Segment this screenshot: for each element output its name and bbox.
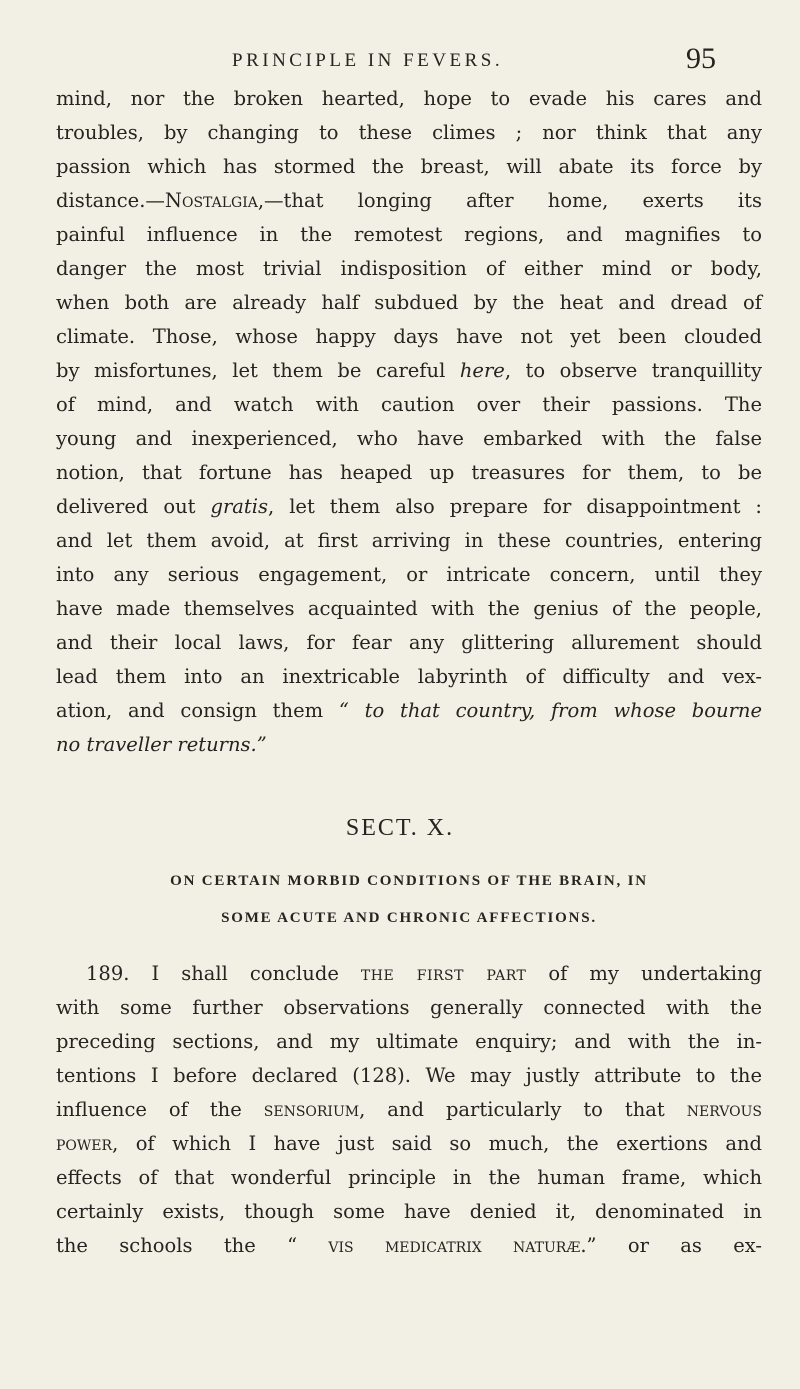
text: delivered out <box>56 495 211 518</box>
text-line <box>56 320 762 354</box>
text: , to observe tranquillity <box>504 359 762 382</box>
text: certainly exists, though some have denied it, denominated in <box>56 1200 762 1223</box>
text: mind, nor the broken hearted, hope to evade his cares and <box>56 87 762 110</box>
text: tentions I before declared (128). We may justly attribute to the <box>56 1064 762 1087</box>
text-line <box>56 388 762 422</box>
section-title: SECT. X. <box>345 815 455 841</box>
text: into any serious engagement, or intricate concern, until they <box>56 563 762 586</box>
text: , and particularly to that <box>359 1098 687 1121</box>
text: passion which has stormed the breast, will abate its force by <box>56 155 762 178</box>
text: or as ex- <box>596 1234 762 1257</box>
text-line <box>56 626 762 660</box>
text-line <box>56 991 762 1025</box>
text: danger the most trivial indisposition of either mind or body, <box>56 257 762 280</box>
text-line <box>56 558 762 592</box>
text: notion, that fortune has heaped up treasures for them, to be <box>56 461 762 484</box>
text: of my undertaking <box>526 962 762 985</box>
text: preceding sections, and my ultimate enquiry; and with the in- <box>56 1030 762 1053</box>
text-line <box>56 82 762 116</box>
text-line <box>56 218 762 252</box>
text: lead them into an inextricable labyrinth of difficulty and vex- <box>56 665 762 688</box>
emphasis: gratis <box>210 495 269 518</box>
quotation: “ to that country, from whose bourne <box>338 699 762 722</box>
text-line <box>56 1093 762 1127</box>
text-line <box>56 184 762 218</box>
text: influence of the <box>56 1098 264 1121</box>
text: painful influence in the remotest regions, and magnifies to <box>56 223 762 246</box>
text-line <box>56 660 762 694</box>
text-line <box>56 524 762 558</box>
quotation: no traveller returns.” <box>56 733 267 756</box>
text-line <box>56 354 762 388</box>
text-line <box>56 592 762 626</box>
text-line <box>56 1059 762 1093</box>
text: young and inexperienced, who have embarked with the false <box>56 427 762 450</box>
text-line <box>56 1195 762 1229</box>
text-line <box>56 456 762 490</box>
vis-medicatrix-term: “ vis medicatrix naturæ.” <box>287 1234 597 1257</box>
text: distance.— <box>56 189 165 212</box>
text-line <box>56 728 762 762</box>
first-part-term: the first part <box>360 962 527 985</box>
text-line <box>56 252 762 286</box>
text: climate. Those, whose happy days have not yet been clouded <box>56 325 762 348</box>
section-subtitle: SOME ACUTE AND CHRONIC AFFECTIONS. <box>221 910 597 926</box>
text-line <box>56 1025 762 1059</box>
text-line <box>56 1229 762 1263</box>
text: of mind, and watch with caution over their passions. The <box>56 393 762 416</box>
text: , let them also prepare for disappointment : <box>268 495 762 518</box>
power-term: power <box>56 1132 113 1155</box>
running-head: PRINCIPLE IN FEVERS. <box>232 50 504 71</box>
text: effects of that wonderful principle in the human frame, which <box>56 1166 762 1189</box>
text-line <box>86 957 762 991</box>
text: have made themselves acquainted with the genius of the people, <box>56 597 762 620</box>
nervous-term: nervous <box>686 1098 762 1121</box>
nostalgia-term: Nostalgia <box>164 189 258 212</box>
text: and their local laws, for fear any glittering allurement should <box>56 631 762 654</box>
text: and let them avoid, at first arriving in these countries, entering <box>56 529 762 552</box>
page-number: 95 <box>686 42 716 75</box>
text-line <box>56 116 762 150</box>
emphasis: here <box>459 359 505 382</box>
text: , of which I have just said so much, the exertions and <box>112 1132 762 1155</box>
text: by misfortunes, let them be careful <box>56 359 460 382</box>
text: ,—that longing after home, exerts its <box>257 189 762 212</box>
text: the schools the <box>56 1234 288 1257</box>
section-subtitle: ON CERTAIN MORBID CONDITIONS OF THE BRAIN, IN <box>170 873 648 889</box>
text-line <box>56 286 762 320</box>
text-line <box>56 1161 762 1195</box>
text: troubles, by changing to these climes ; nor think that any <box>56 121 762 144</box>
text: with some further observations generally connected with the <box>56 996 762 1019</box>
page-header <box>0 42 800 82</box>
text-line <box>56 1127 762 1161</box>
text-line <box>56 150 762 184</box>
text: ation, and consign them <box>56 699 339 722</box>
text-line <box>56 422 762 456</box>
text-line <box>56 490 762 524</box>
text: when both are already half subdued by the heat and dread of <box>56 291 762 314</box>
text-line <box>56 694 762 728</box>
sensorium-term: sensorium <box>263 1098 360 1121</box>
text: 189. I shall conclude <box>86 962 361 985</box>
